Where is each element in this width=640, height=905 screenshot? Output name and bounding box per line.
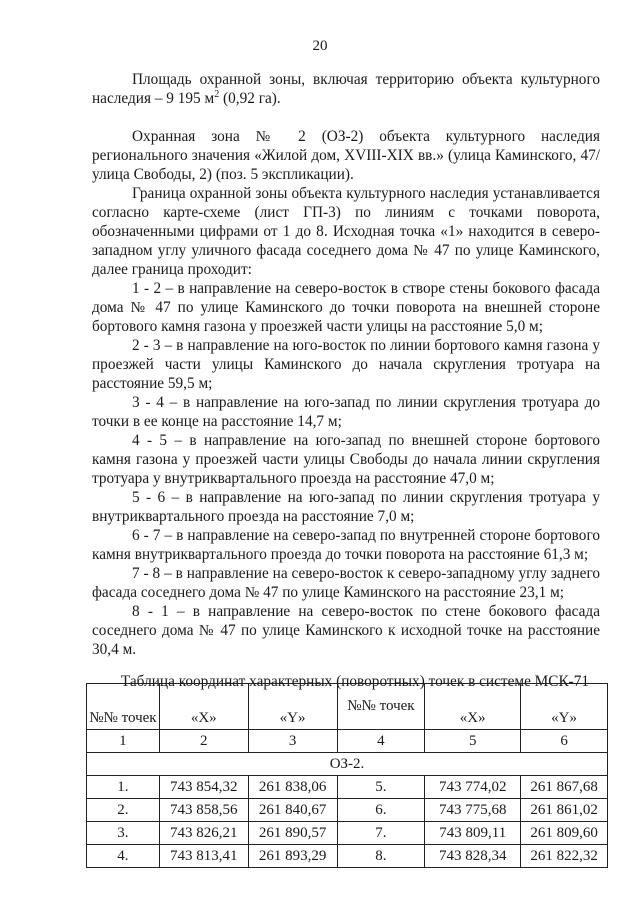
header-cell: «Y» — [248, 684, 337, 730]
table-cell: 6. — [337, 799, 425, 822]
segment-paragraph: 4 - 5 – в направление на юго-запад по внешней стороне бортового камня газона у проезжей части улицы Свободы до начала линии скругления тротуара у внутриквартального проезда на расстояние 47,0 м; — [92, 432, 600, 487]
table-cell: 261 822,32 — [521, 845, 608, 868]
table-cell: 5. — [337, 776, 425, 799]
column-number-cell: 3 — [248, 730, 337, 753]
header-cell: «X» — [425, 684, 521, 730]
table-cell: 261 840,67 — [248, 799, 337, 822]
section-label: ОЗ-2. — [87, 753, 608, 776]
segment-paragraph: 7 - 8 – в направление на северо-восток к северо-западному углу заднего фасада соседнего дома № 47 по улице Каминского на расстояние 23,1 м; — [92, 565, 600, 601]
header-cell: «Y» — [521, 684, 608, 730]
column-number-cell: 1 — [87, 730, 160, 753]
table-cell: 743 828,34 — [425, 845, 521, 868]
table-header-row — [87, 684, 608, 730]
table-row — [87, 845, 608, 868]
area-superscript: 2 — [214, 88, 220, 100]
table-cell: 8. — [337, 845, 425, 868]
column-number-cell: 5 — [425, 730, 521, 753]
table-cell: 261 867,68 — [521, 776, 608, 799]
segment-paragraph: 5 - 6 – в направление на юго-запад по линии скругления тротуара у внутриквартального проезда на расстояние 7,0 м; — [92, 489, 600, 525]
table-cell: 743 813,41 — [159, 845, 248, 868]
header-cell: «X» — [159, 684, 248, 730]
table-cell: 3. — [87, 822, 160, 845]
boundary-intro-paragraph: Граница охранной зоны объекта культурного наследия устанавливается согласно карте-схеме (лист ГП-3) по линиям с точками поворота, обозначенными цифрами от 1 до 8. Исходная точка «1» находится в северо-западном углу уличного фасада соседнего дома № 47 по улице Каминского, далее граница проходит: — [92, 185, 600, 278]
segment-paragraph: 1 - 2 – в направление на северо-восток в створе стены бокового фасада дома № 47 по улице Каминского до точки поворота на внешней стороне бортового камня газона у проезжей части улицы на расстояние 5,0 м; — [92, 280, 600, 335]
table-cell: 261 809,60 — [521, 822, 608, 845]
table-cell: 261 893,29 — [248, 845, 337, 868]
document-body — [92, 70, 600, 691]
coordinates-table — [86, 683, 608, 868]
section-row — [87, 753, 608, 776]
area-paragraph — [92, 70, 600, 108]
segment-paragraph: 3 - 4 – в направление на юго-запад по линии скругления тротуара до точки в ее конце на расстояние 14,7 м; — [92, 394, 600, 430]
column-number-cell: 2 — [159, 730, 248, 753]
table-cell: 743 858,56 — [159, 799, 248, 822]
page-number: 20 — [312, 38, 328, 54]
column-number-cell: 6 — [521, 730, 608, 753]
segment-paragraph: 8 - 1 – в направление на северо-восток по стене бокового фасада соседнего дома № 47 по улице Каминского к исходной точке на расстояние 30,4 м. — [92, 603, 600, 658]
table-cell: 7. — [337, 822, 425, 845]
table-cell: 261 890,57 — [248, 822, 337, 845]
column-number-row — [87, 730, 608, 753]
table-row — [87, 776, 608, 799]
table-cell: 743 774,02 — [425, 776, 521, 799]
table-row — [87, 799, 608, 822]
segment-paragraph: 2 - 3 – в направление на юго-восток по линии бортового камня газона у проезжей части улицы Каминского до начала скругления тротуара на расстояние 59,5 м; — [92, 337, 600, 392]
table-caption: Таблица координат характерных (поворотных) точек в системе МСК-71 — [120, 673, 590, 690]
header-cell: №№ точек — [337, 684, 425, 730]
table-cell: 1. — [87, 776, 160, 799]
table-cell: 743 826,21 — [159, 822, 248, 845]
table-cell: 261 838,06 — [248, 776, 337, 799]
table-cell: 261 861,02 — [521, 799, 608, 822]
table-cell: 743 775,68 — [425, 799, 521, 822]
column-number-cell: 4 — [337, 730, 425, 753]
table-cell: 743 809,11 — [425, 822, 521, 845]
table-cell: 4. — [87, 845, 160, 868]
zone-title-paragraph: Охранная зона № 2 (ОЗ-2) объекта культурного наследия регионального значения «Жилой дом, XVIII-XIX вв.» (улица Каминского, 47/ улица Свободы, 2) (поз. 5 экспликации). — [92, 128, 600, 183]
area-text: Площадь охранной зоны, включая территорию объекта культурного наследия – 9 195 м — [92, 71, 600, 107]
table-row — [87, 822, 608, 845]
header-cell: №№ точек — [87, 684, 160, 730]
segment-paragraph: 6 - 7 – в направление на северо-запад по внутренней стороне бортового камня внутриквартального проезда до точки поворота на расстояние 61,3 м; — [92, 527, 600, 563]
table-cell: 743 854,32 — [159, 776, 248, 799]
area-text-end: (0,92 га). — [219, 90, 281, 107]
table-cell: 2. — [87, 799, 160, 822]
